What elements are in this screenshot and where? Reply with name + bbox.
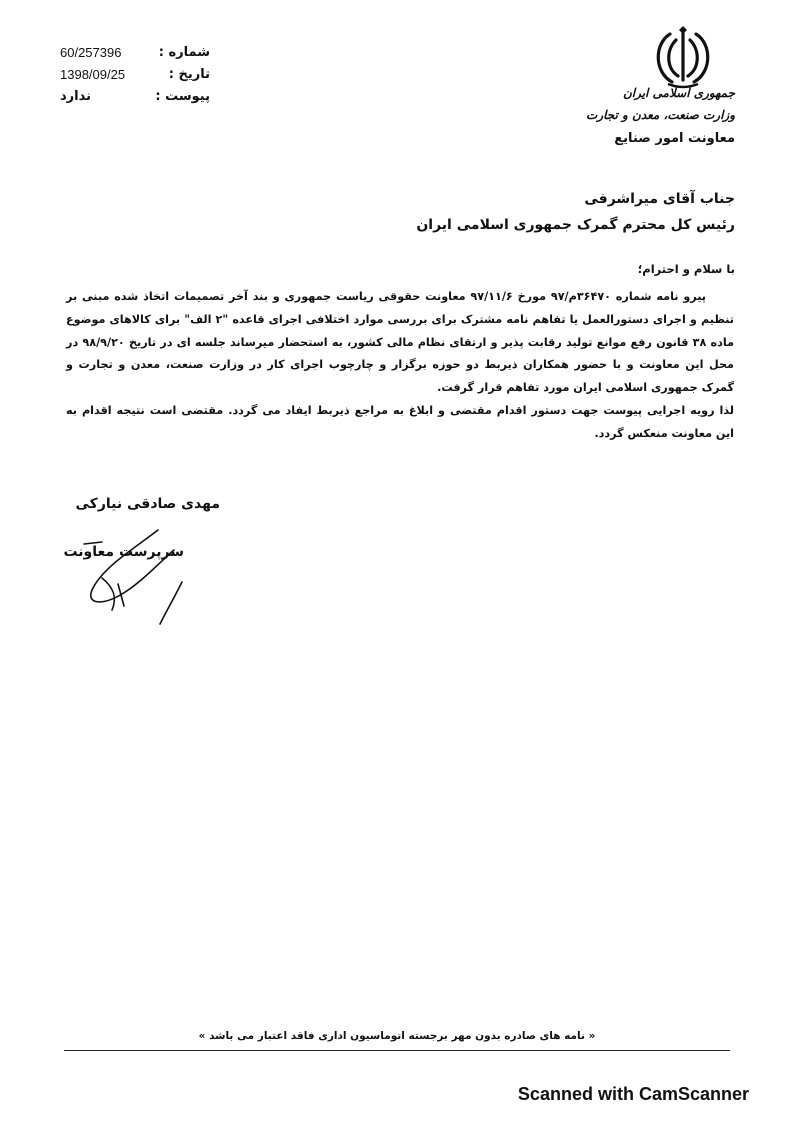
letter-date-value: 1398/09/25	[60, 67, 126, 82]
letter-date-label: تاریخ :	[168, 67, 210, 82]
footer-note: « نامه های صادره بدون مهر برجسته اتوماسیون اداری فاقد اعتبار می باشد »	[198, 1030, 596, 1042]
letter-number-value: 60/257396	[60, 45, 122, 60]
recipient-name: جناب آقای میراشرفی	[584, 191, 735, 207]
republic-name: جمهوری اسلامی ایران	[622, 86, 735, 100]
letter-body	[66, 286, 734, 446]
deputy-office: معاونت امور صنایع	[614, 131, 735, 146]
signer-title: سرپرست معاونت	[63, 544, 184, 560]
recipient-title: رئیس کل محترم گمرک جمهوری اسلامی ایران	[416, 217, 735, 233]
letter-number-row	[60, 42, 210, 64]
letter-meta	[60, 42, 210, 108]
letter-attachment-label: پیوست :	[155, 89, 210, 104]
letter-date-row	[60, 64, 210, 86]
letter-number-label: شماره :	[158, 45, 210, 60]
letter-attachment-row	[60, 86, 210, 108]
footer-divider	[64, 1050, 730, 1051]
body-paragraph-1: پیرو نامه شماره ۳۶۴۷۰م/۹۷ مورخ ۹۷/۱۱/۶ معاونت حقوقی ریاست جمهوری و بند آخر تصمیمات اتخاذ شده مبنی بر تنظیم و اجرای دستورالعمل یا تفاهم نامه مشترک برای بررسی موارد اختلافی اجرای قاعده "۲ الف" برای کالاهای موضوع ماده ۳۸ قانون رفع موانع تولید رقابت پذیر و ارتقای نظام مالی کشور، به استحضار میرساند جلسه ای در تاریخ ۹۸/۹/۲۰ در محل این معاونت و با حضور همکاران ذیربط دو حوزه برگزار و چارچوب اجرای کار در وزارت صنعت، معدن و تجارت و گمرک جمهوری اسلامی ایران مورد تفاهم قرار گرفت.	[66, 290, 735, 395]
letter-attachment-value: ندارد	[60, 89, 92, 104]
ministry-name: وزارت صنعت، معدن و تجارت	[586, 108, 735, 122]
handwritten-signature	[62, 520, 212, 630]
recipient-block	[335, 186, 735, 238]
salutation: با سلام و احترام؛	[637, 262, 735, 276]
iran-emblem-icon	[650, 26, 716, 90]
body-paragraph-2: لذا رویه اجرایی پیوست جهت دستور اقدام مقتضی و ابلاغ به مراجع ذیربط ایفاد می گردد. مقتضی است نتیجه اقدام به این معاونت منعکس گردد.	[66, 403, 734, 440]
signer-name: مهدی صادقی نیارکی	[75, 496, 220, 512]
scanner-watermark: Scanned with CamScanner	[517, 1084, 749, 1104]
letterhead	[545, 84, 735, 150]
